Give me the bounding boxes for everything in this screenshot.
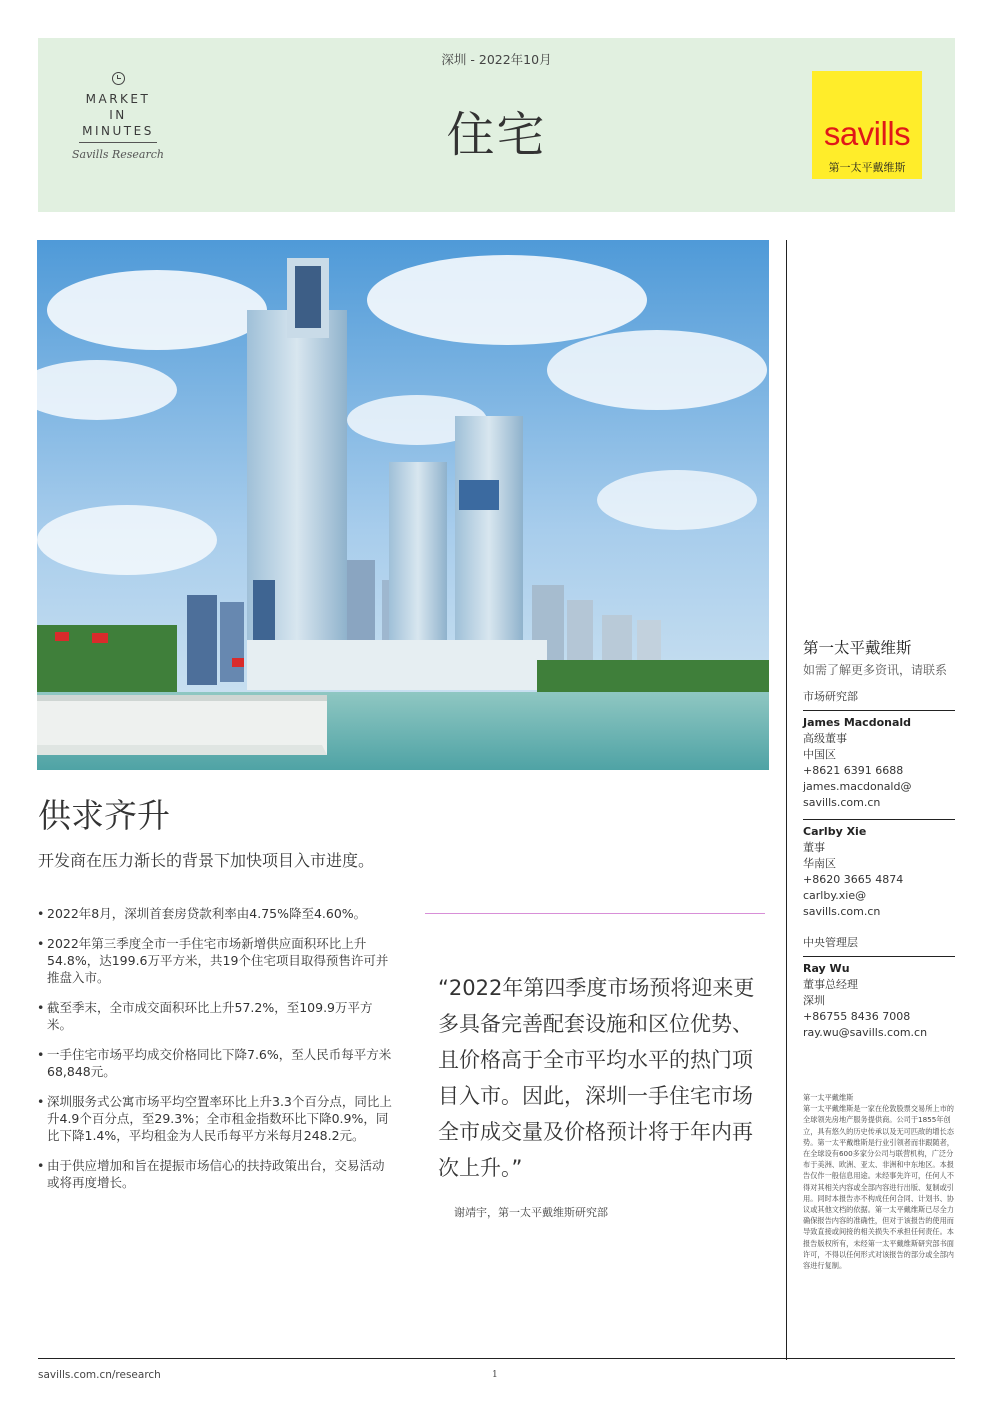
- contact-divider: [803, 819, 955, 820]
- contact-card: [803, 824, 955, 920]
- contact-region: 中国区: [803, 748, 836, 761]
- hero-photo: [37, 240, 769, 770]
- contact-name: Carlby Xie: [803, 825, 867, 838]
- list-item: • 深圳服务式公寓市场平均空置率环比上升3.3个百分点，同比上升4.9个百分点，至29.3%；全市租金指数环比下降0.9%，同比下降1.4%，平均租金为人民币每平方米每月248.2元。: [37, 1093, 395, 1144]
- page-title: 住宅: [446, 107, 547, 163]
- contact-email[interactable]: ray.wu@savills.com.cn: [803, 1026, 928, 1039]
- sidebar-invite: 如需了解更多资讯，请联系: [803, 663, 948, 677]
- contact-phone[interactable]: +8621 6391 6688: [803, 764, 904, 777]
- list-item: • 2022年8月，深圳首套房贷款利率由4.75%降至4.60%。: [37, 905, 395, 922]
- contact-role: 高级董事: [803, 732, 847, 745]
- contact-email[interactable]: carlby.xie@: [803, 889, 867, 902]
- savills-logo: [812, 71, 922, 179]
- brand-line: MINUTES: [82, 124, 154, 138]
- column-divider: [786, 240, 787, 1360]
- sidebar-title: 第一太平戴维斯: [803, 639, 912, 657]
- contact-phone[interactable]: +86755 8436 7008: [803, 1010, 911, 1023]
- contact-card: [803, 961, 955, 1041]
- brand-subtitle: Savills Research: [71, 148, 164, 161]
- contact-card: [803, 715, 955, 811]
- list-item: • 2022年第三季度全市一手住宅市场新增供应面积环比上升54.8%，达199.6万平方米，共19个住宅项目取得预售许可并推盘入市。: [37, 935, 395, 986]
- contact-name: James Macdonald: [803, 716, 912, 729]
- clock-icon: [112, 72, 125, 85]
- savills-logo-cn: 第一太平戴维斯: [828, 161, 906, 174]
- contact-role: 董事总经理: [803, 978, 858, 991]
- disclaimer-text: 第一太平戴维斯 第一太平戴维斯是一家在伦敦股票交易所上市的全球领先房地产服务提供商。公司于1855年创立，具有悠久的历史传承以及无可匹敌的增长态势。第一太平戴维斯是行业引领者而非跟随者，在全球设有600多家分公司与联营机构，广泛分布于美洲、欧洲、亚太、非洲和中东地区。本报告仅作一般信息用途。未经事先许可，任何人不得对其相关内容或全部内容进行出版、复制或引用。同时本报告亦不构成任何合同、计划书、协议或其他文档的依据。第一太平戴维斯已尽全力确保报告内容的准确性，但对于该报告的使用而导致直接或间接的相关损失不承担任何责任。本报告版权所有，未经第一太平戴维斯研究部书面许可，不得以任何形式对该报告的部分或全部内容进行复制。: [803, 1093, 954, 1271]
- pull-quote: “2022年第四季度市场预将迎来更多具备完善配套设施和区位优势、且价格高于全市平均水平的热门项目入市。因此，深圳一手住宅市场全市成交量及价格预计将于年内再次上升。”: [438, 976, 755, 1180]
- contact-region: 华南区: [803, 857, 836, 870]
- page-number: 1: [492, 1370, 498, 1380]
- contact-sidebar: [803, 636, 955, 1041]
- contact-email-domain[interactable]: savills.com.cn: [803, 905, 881, 918]
- list-item: • 由于供应增加和旨在提振市场信心的扶持政策出台，交易活动或将再度增长。: [37, 1157, 395, 1191]
- quote-divider: [425, 913, 765, 914]
- list-item: • 一手住宅市场平均成交价格同比下降7.6%，至人民币每平方米68,848元。: [37, 1046, 395, 1080]
- article-subtitle: 开发商在压力渐长的背景下加快项目入市进度。: [38, 851, 375, 870]
- savills-logo-word: savills: [823, 115, 911, 152]
- brand-line: MARKET: [85, 92, 151, 106]
- quote-author: 谢靖宇，第一太平戴维斯研究部: [454, 1206, 608, 1219]
- header-banner: [38, 38, 955, 212]
- contact-phone[interactable]: +8620 3665 4874: [803, 873, 904, 886]
- contact-name: Ray Wu: [803, 962, 850, 975]
- dept-research: 市场研究部: [803, 688, 955, 711]
- footer-divider: [38, 1358, 955, 1359]
- article-title: 供求齐升: [38, 796, 170, 835]
- list-item: • 截至季末，全市成交面积环比上升57.2%，至109.9万平方米。: [37, 999, 395, 1033]
- report-date: 深圳 - 2022年10月: [441, 52, 552, 67]
- brand-line: IN: [109, 108, 127, 122]
- contact-role: 董事: [803, 841, 825, 854]
- contact-region: 深圳: [803, 994, 825, 1007]
- contact-email[interactable]: james.macdonald@: [803, 780, 912, 793]
- contact-email-domain[interactable]: savills.com.cn: [803, 796, 881, 809]
- key-points-list: [37, 905, 395, 1204]
- footer-link[interactable]: savills.com.cn/research: [38, 1369, 161, 1381]
- dept-management: 中央管理层: [803, 934, 955, 957]
